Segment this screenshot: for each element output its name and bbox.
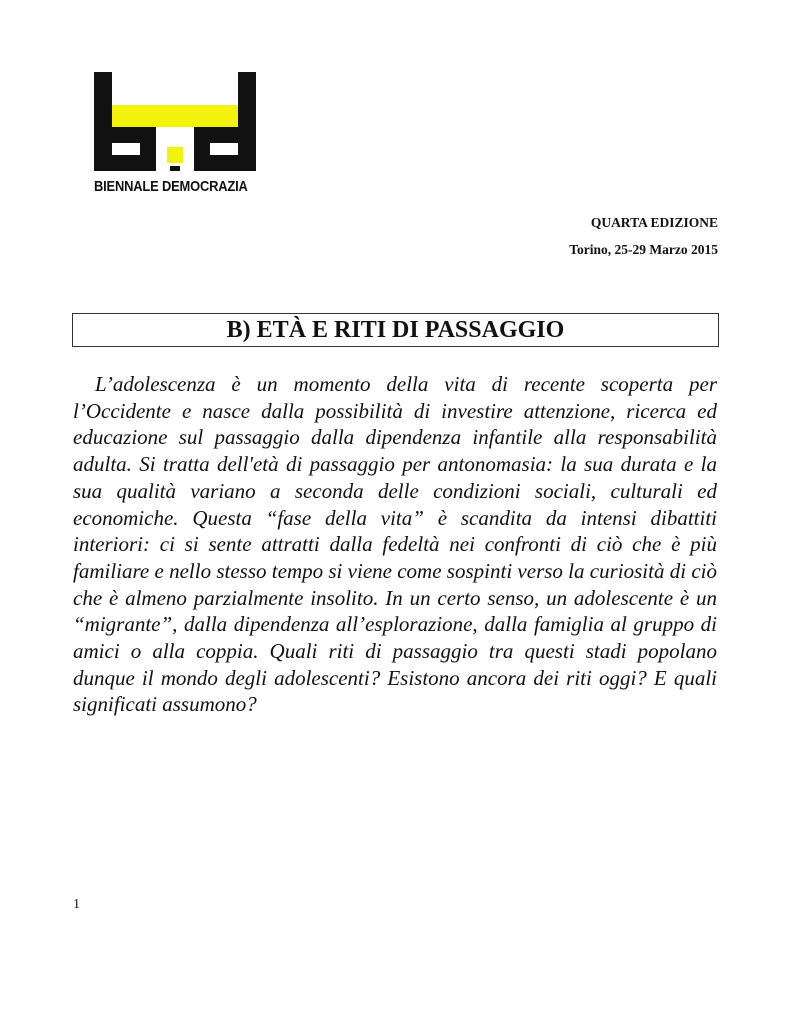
page-number: 1 (73, 897, 80, 912)
body-paragraph: L’adolescenza è un momento della vita di recente scoperta per l’Occidente e nasce dalla possibilità di investire attenzione, ricerca ed educazione sul passaggio dalla dipendenza infantile alla responsabilità adulta. Si tratta dell'età di passaggio per antonomasia: la sua durata e la sua qualità variano a seconda delle condizioni sociali, culturali ed economiche. Questa “fase della vita” è scandita da intensi dibattiti interiori: ci si sente attratti dalla fedeltà nei confronti di ciò che è più familiare e nello stesso tempo si viene come sospinti verso la curiosità di ciò che è almeno parzialmente insolito. In un certo senso, un adolescente è un “migrante”, dalla dipendenza all’esplorazione, dalla famiglia al gruppo di amici o alla coppia. Quali riti di passaggio tra questi stadi popolano dunque il mondo degli adolescenti? Esistono ancora dei riti oggi? E quali significati assumono? (73, 372, 717, 717)
place-date: Torino, 25-29 Marzo 2015 (569, 242, 718, 257)
logo-mark (94, 72, 256, 176)
biennale-democrazia-logo (94, 72, 256, 200)
edition-label: QUARTA EDIZIONE (590, 215, 718, 230)
logo-wordmark: BIENNALE DEMOCRAZIA (94, 178, 248, 195)
edition-info (569, 209, 718, 263)
section-title: B) ETÀ E RITI DI PASSAGGIO (72, 313, 719, 347)
